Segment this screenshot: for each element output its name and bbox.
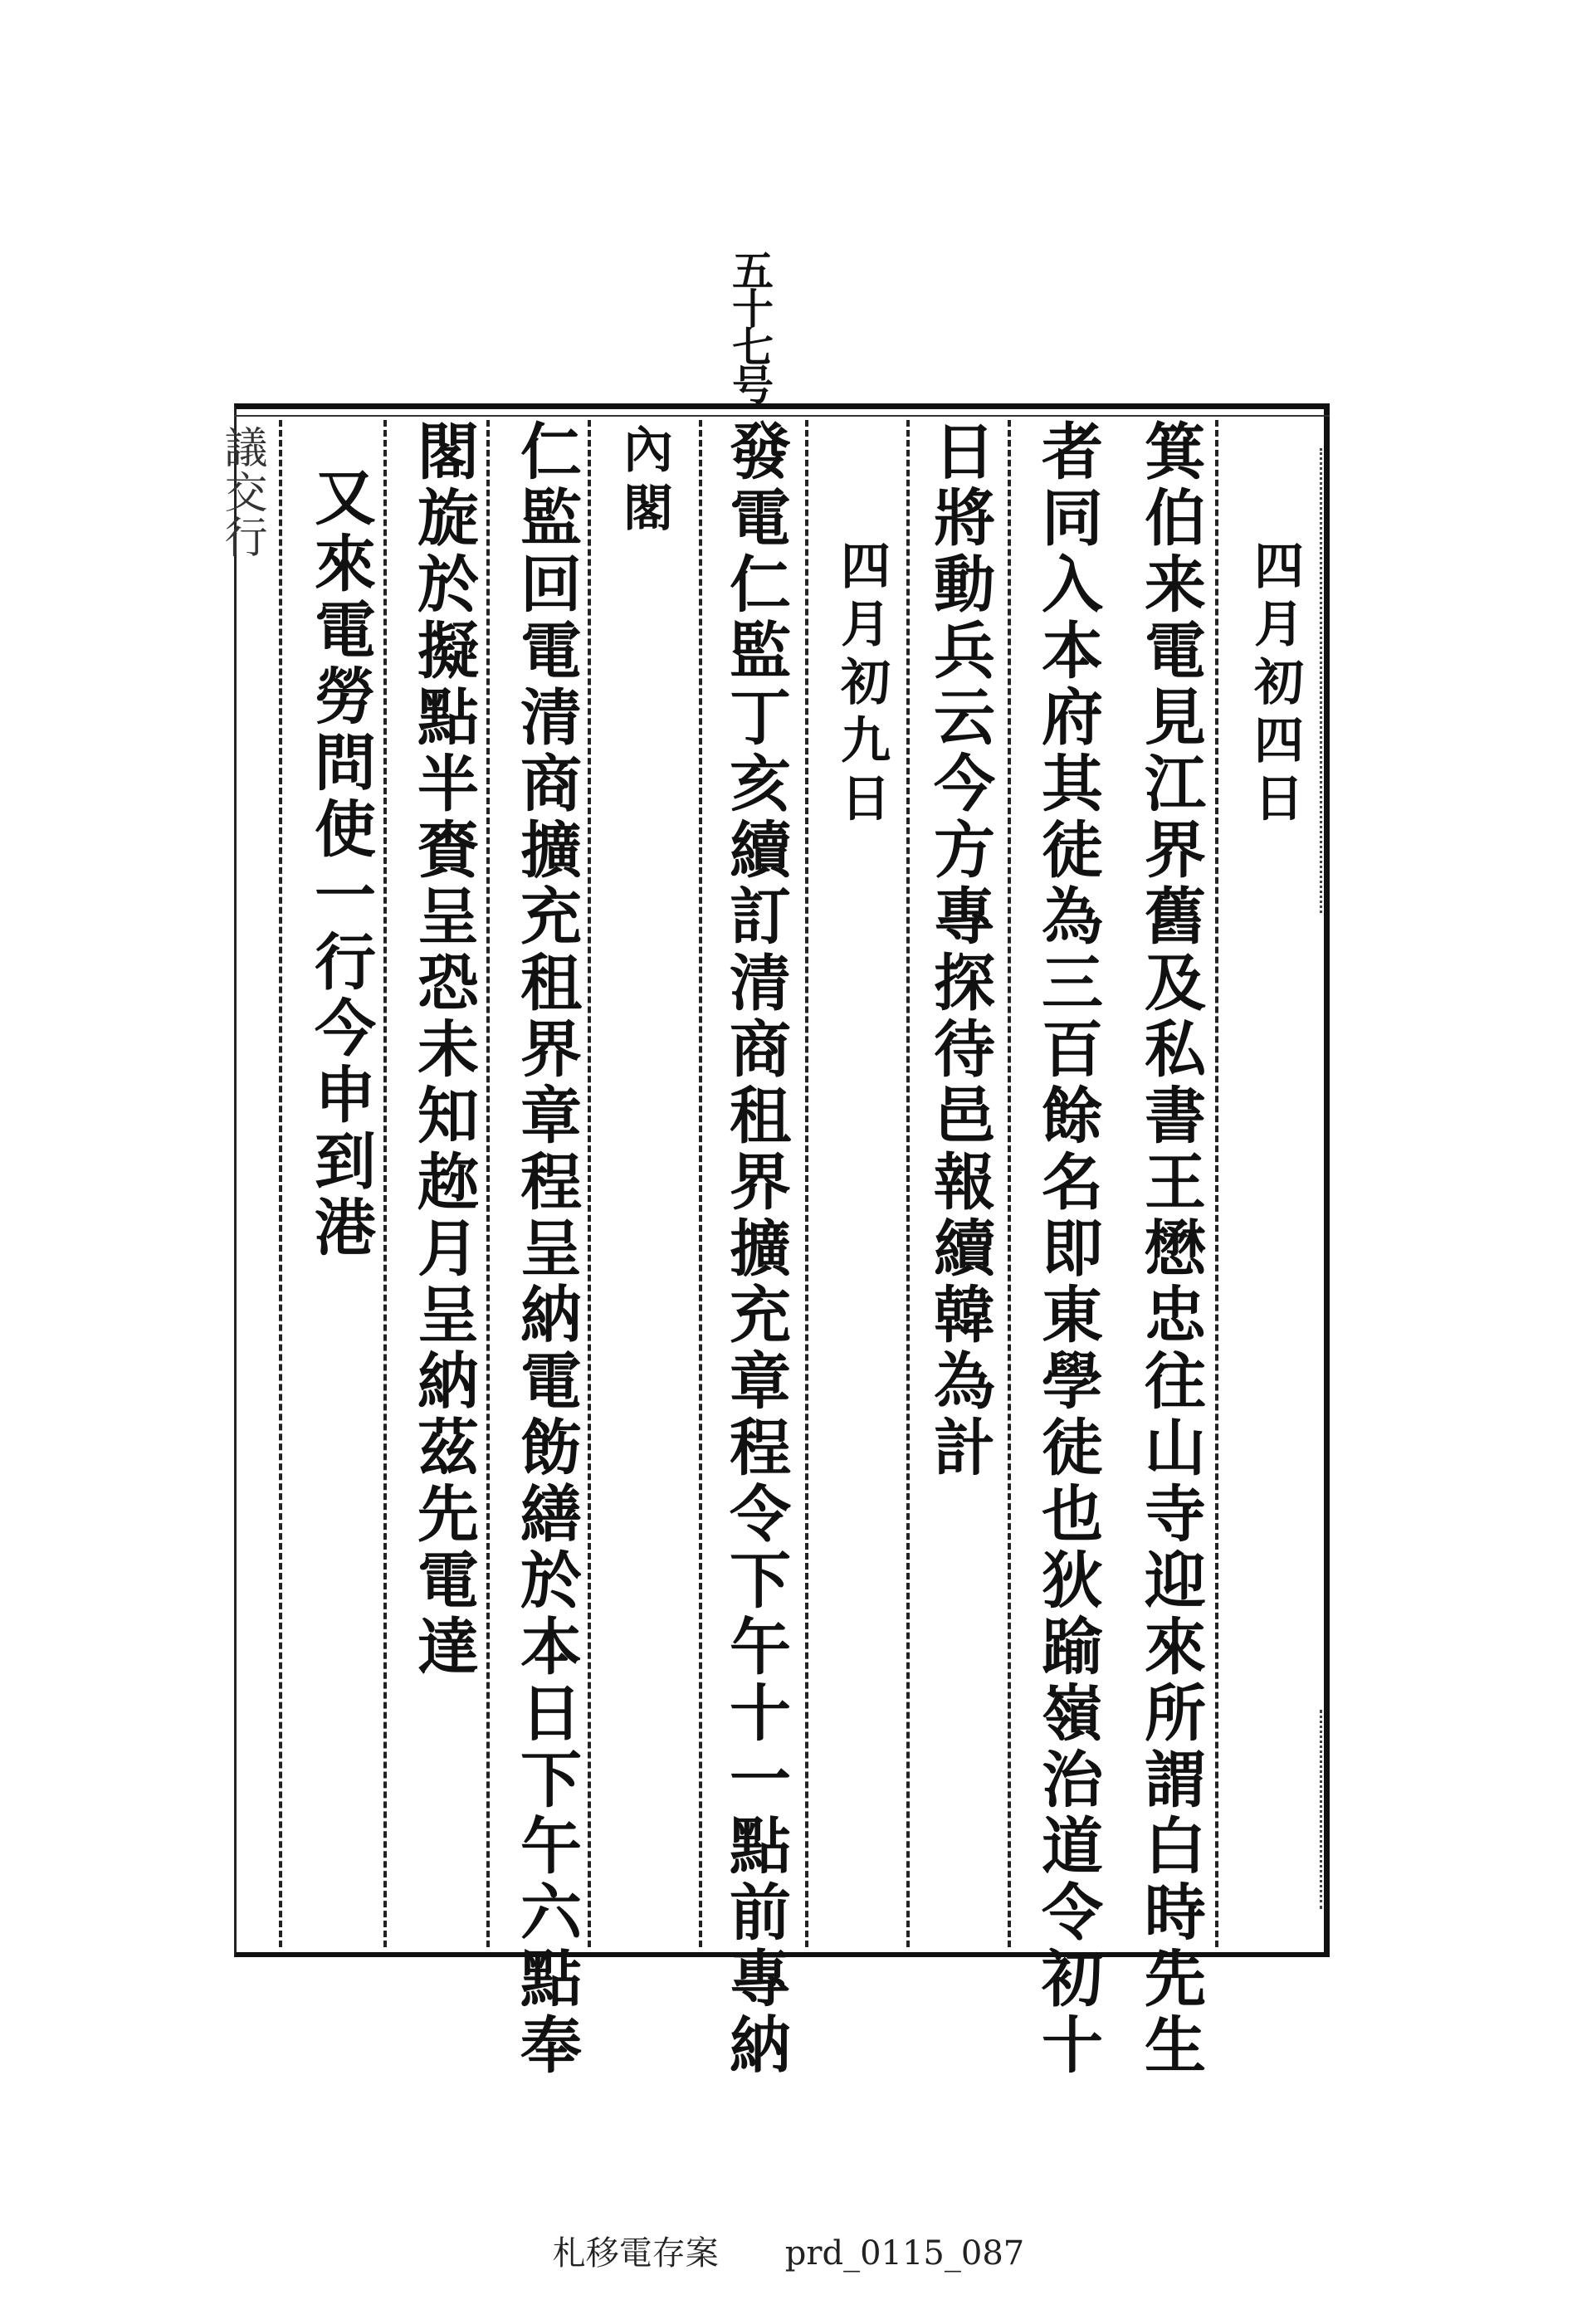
text-column: 閣旋於擬點半賚呈恐未知趂月呈納茲先電達 bbox=[408, 419, 479, 1681]
text-column: 者同入本府其徒為三百餘名即東學徒也狄踰嶺治道令初十 bbox=[1032, 419, 1103, 2079]
page-number: 五十七号 bbox=[725, 249, 774, 402]
text-column: 又來電勞問使一行今申到港 bbox=[305, 465, 376, 1262]
column-rule bbox=[805, 420, 808, 1947]
text-column: 仁監回電清商擴充租界章程呈納電飭繕於本日下午六點奉 bbox=[510, 419, 582, 2079]
column-rule bbox=[486, 420, 490, 1947]
footer-code: prd_0115_087 bbox=[784, 2234, 1025, 2273]
column-rule bbox=[699, 420, 702, 1947]
edge-speckle bbox=[1320, 448, 1322, 913]
frame-inner-rule bbox=[234, 415, 1330, 417]
margin-note: 議交行 bbox=[217, 425, 266, 559]
date-heading: 四月初九日 bbox=[832, 540, 891, 830]
page-footer bbox=[0, 2227, 1577, 2274]
text-column: 發電仁監丁亥續訂清商租界擴充章程令下午十一點前專納 bbox=[720, 419, 791, 2079]
text-column: 日將動兵云今方專探待邑報續韓為計 bbox=[924, 419, 995, 1482]
addressee: 內閣 bbox=[615, 423, 673, 540]
column-rule bbox=[1008, 420, 1011, 1947]
column-rule bbox=[1215, 420, 1218, 1947]
column-rule bbox=[906, 420, 910, 1947]
date-heading: 四月初四日 bbox=[1246, 540, 1304, 830]
column-rule bbox=[588, 420, 591, 1947]
footer-title: 札移電存案 bbox=[552, 2234, 719, 2273]
text-column: 箕伯来電見江界舊及私書王懋忠往山寺迎來所謂白時先生 bbox=[1135, 419, 1206, 2079]
column-rule bbox=[279, 420, 282, 1947]
column-rule bbox=[383, 420, 387, 1947]
edge-speckle bbox=[1320, 1710, 1322, 1909]
